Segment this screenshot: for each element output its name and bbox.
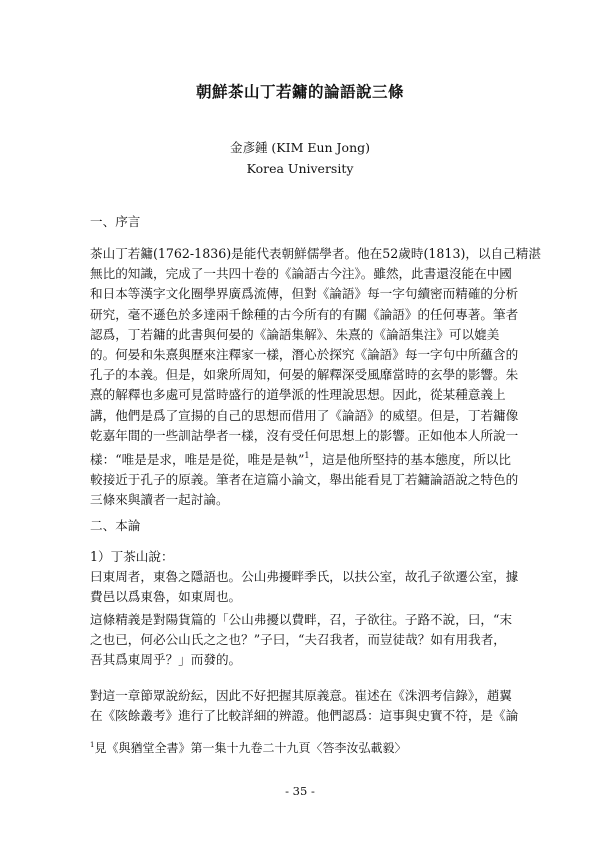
footnote-reference[interactable]: 1 bbox=[304, 451, 310, 461]
paragraph-line: 和日本等漢字文化圈學界廣爲流傳，但對《論語》每一字句續密而精確的分析 bbox=[90, 286, 519, 302]
author-name: 金彥鍾 (KIM Eun Jong) bbox=[229, 140, 371, 155]
paragraph-line: 對這一章節眾說紛紜，因此不好把握其原義意。崔述在《洙泗考信錄》，趙翼 bbox=[90, 688, 512, 703]
preface-paragraph bbox=[90, 244, 541, 511]
paragraph-line: 茶山丁若鏞(1762-1836)是能代表朝鮮儒學者。他在52歲時(1813)，以自己精湛 bbox=[90, 246, 541, 261]
paragraph-line: 在《陔餘叢考》進行了比較詳細的辨證。他們認爲：這事與史實不符，是《論 bbox=[90, 708, 519, 724]
quote-line: 曰東周者，東魯之隱語也。公山弗擾畔季氏，以扶公室，故孔子欲遷公室，據 bbox=[90, 569, 519, 585]
paragraph-2 bbox=[90, 610, 512, 671]
section-heading-preface: 一、序言 bbox=[90, 214, 141, 229]
paragraph-line: 三條來與讀者一起討論。 bbox=[90, 492, 229, 508]
subsection-1 bbox=[90, 547, 518, 608]
paragraph-3 bbox=[90, 686, 518, 726]
paper-title: 朝鮮茶山丁若鏞的論語說三條 bbox=[195, 82, 404, 101]
footnote-text: 見《與猶堂全書》第一集十九卷二十九頁〈答李汝弘載毅〉 bbox=[94, 741, 407, 755]
page-number: - 35 - bbox=[285, 784, 315, 798]
footnote bbox=[90, 739, 406, 756]
paragraph-line: 之也已，何必公山氏之之也？”子曰，“夫召我者，而豈徒哉？如有用我者， bbox=[90, 632, 506, 648]
paragraph-line: 乾嘉年間的一些訓詁學者一樣，沒有受任何思想上的影響。正如他本人所說一 bbox=[90, 427, 519, 443]
paragraph-line: 講，他們是爲了宣揚的自己的思想而借用了《論語》的威望。但是，丁若鏞像 bbox=[90, 407, 519, 423]
section-heading-main: 二、本論 bbox=[90, 518, 141, 533]
paragraph-line: 研究，毫不遜色於多達兩千餘種的古今所有的有關《論語》的任何專著。筆者 bbox=[90, 306, 519, 322]
paragraph-line: 的。何晏和朱熹與歷來注釋家一樣，潛心於探究《論語》每一字句中所蘊含的 bbox=[90, 347, 519, 363]
paragraph-line: 認爲，丁若鏞的此書與何晏的《論語集解》、朱熹的《論語集注》可以媲美 bbox=[90, 326, 500, 342]
subsection-heading: 1）丁茶山說： bbox=[90, 549, 174, 564]
paragraph-line: 無比的知識，完成了一共四十卷的《論語古今注》。雖然，此書還沒能在中國 bbox=[90, 266, 512, 282]
paragraph-line: 熹的解釋也多處可見當時盛行的道學派的性理說思想。因此，從某種意義上 bbox=[90, 387, 506, 403]
paragraph-line: 孔子的本義。但是，如衆所周知，何晏的解釋深受風靡當時的玄學的影響。朱 bbox=[90, 367, 519, 383]
author-block bbox=[0, 137, 600, 179]
paragraph-line-with-footnote bbox=[90, 446, 541, 470]
footnote-marker: 1 bbox=[90, 741, 95, 749]
paragraph-line: 這條精義是對陽貨篇的「公山弗擾以費畔，召，子欲往。子路不說，曰，“末 bbox=[90, 612, 513, 627]
line-text: 樣：“唯是是求，唯是是從，唯是是執” bbox=[90, 452, 305, 468]
author-affiliation: Korea University bbox=[246, 161, 354, 176]
paragraph-line: 吾其爲東周乎？」而發的。 bbox=[90, 652, 242, 668]
quote-line: 費邑以爲東魯，如東周也。 bbox=[90, 589, 242, 605]
paragraph-line: 較接近于孔子的原義。筆者在這篇小論文，舉出能看見丁若鏞論語說之特色的 bbox=[90, 472, 519, 488]
line-text: ，這是他所堅持的基本態度，所以比 bbox=[309, 452, 511, 468]
